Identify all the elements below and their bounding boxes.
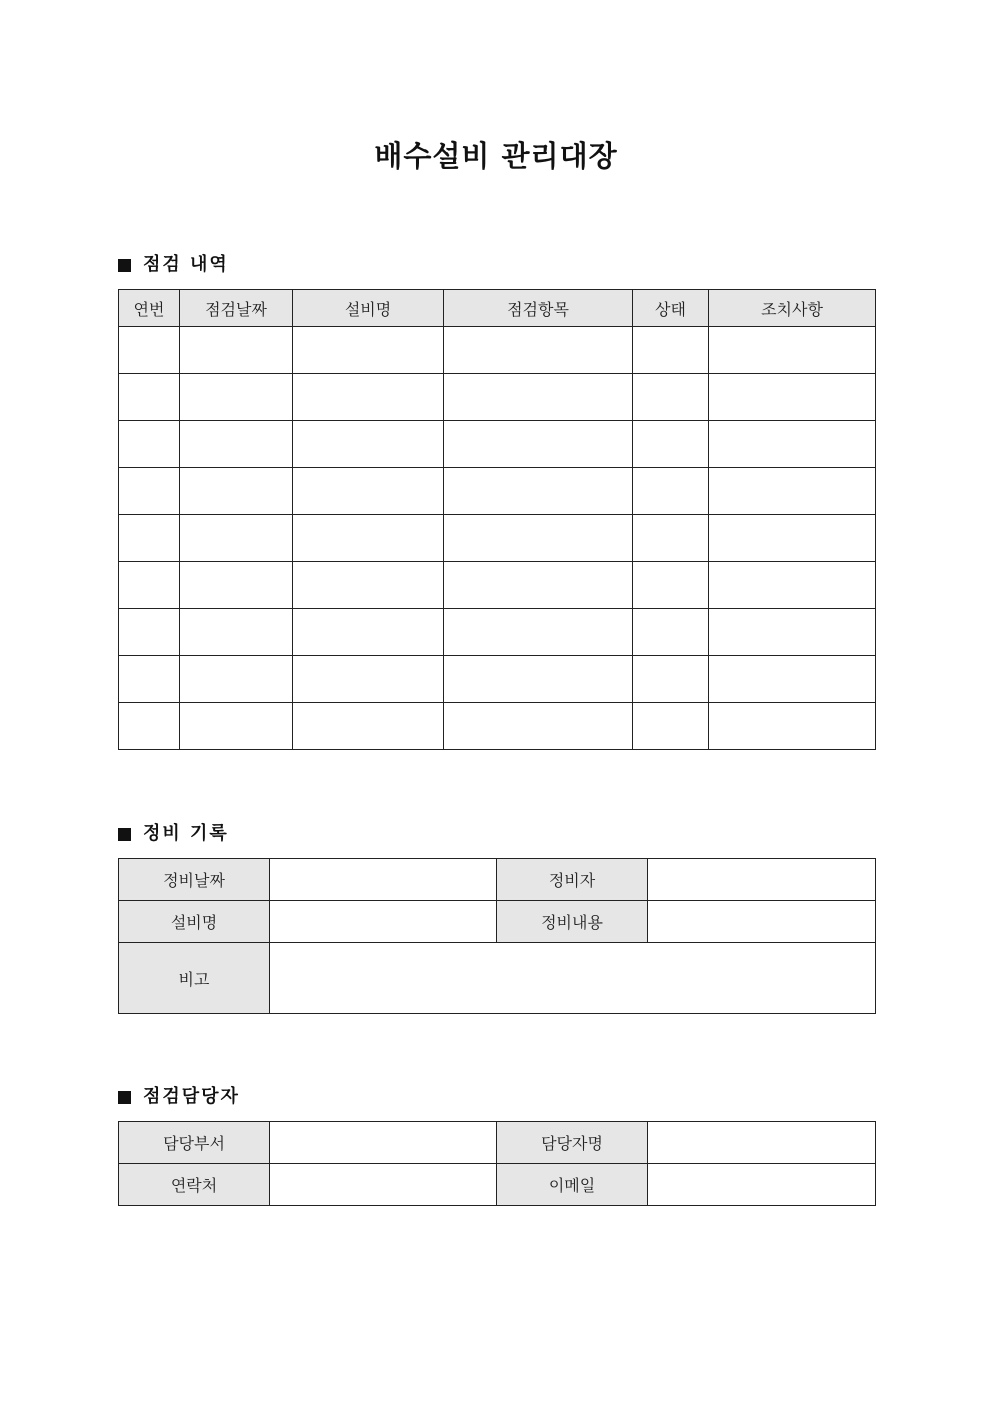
table-row — [119, 656, 876, 703]
table-row — [119, 703, 876, 750]
table-row — [119, 327, 876, 374]
inspection-cell-status[interactable] — [633, 327, 709, 374]
inspection-cell-no[interactable] — [119, 327, 180, 374]
maintenance-heading-text: 정비 기록 — [143, 823, 229, 844]
inspection-cell-status[interactable] — [633, 609, 709, 656]
inspection-cell-action[interactable] — [709, 327, 876, 374]
manager-name-label: 담당자명 — [497, 1122, 648, 1164]
inspection-cell-equipment[interactable] — [293, 609, 444, 656]
inspection-cell-no[interactable] — [119, 703, 180, 750]
black-square-icon — [118, 828, 131, 841]
inspection-cell-no[interactable] — [119, 562, 180, 609]
maintenance-remarks-row — [119, 943, 876, 1014]
manager-row — [119, 1164, 876, 1206]
inspection-cell-date[interactable] — [180, 515, 293, 562]
inspection-cell-item[interactable] — [444, 421, 633, 468]
inspection-cell-no[interactable] — [119, 468, 180, 515]
inspection-cell-no[interactable] — [119, 421, 180, 468]
table-row — [119, 562, 876, 609]
inspection-cell-item[interactable] — [444, 609, 633, 656]
table-row — [119, 374, 876, 421]
maintenance-content-label: 정비내용 — [497, 901, 648, 943]
inspection-heading-text: 점검 내역 — [143, 254, 229, 275]
maintenance-remarks-field[interactable] — [270, 943, 876, 1014]
maintenance-content-field[interactable] — [648, 901, 876, 943]
inspection-cell-action[interactable] — [709, 374, 876, 421]
table-row — [119, 515, 876, 562]
inspection-cell-action[interactable] — [709, 421, 876, 468]
inspection-section-heading — [118, 253, 229, 277]
manager-name-field[interactable] — [648, 1122, 876, 1164]
inspection-cell-status[interactable] — [633, 515, 709, 562]
inspection-cell-equipment[interactable] — [293, 562, 444, 609]
inspection-cell-action[interactable] — [709, 515, 876, 562]
inspection-cell-date[interactable] — [180, 374, 293, 421]
black-square-icon — [118, 259, 131, 272]
manager-row — [119, 1122, 876, 1164]
inspection-table — [118, 289, 876, 750]
inspection-cell-no[interactable] — [119, 374, 180, 421]
inspection-cell-action[interactable] — [709, 703, 876, 750]
inspection-cell-status[interactable] — [633, 656, 709, 703]
inspection-cell-date[interactable] — [180, 327, 293, 374]
inspection-cell-action[interactable] — [709, 562, 876, 609]
maintenance-technician-field[interactable] — [648, 859, 876, 901]
manager-heading-text: 점검담당자 — [143, 1086, 240, 1107]
maintenance-remarks-label: 비고 — [119, 943, 270, 1014]
maintenance-date-field[interactable] — [270, 859, 497, 901]
maintenance-row — [119, 859, 876, 901]
inspection-cell-equipment[interactable] — [293, 374, 444, 421]
contact-label: 연락처 — [119, 1164, 270, 1206]
inspection-cell-no[interactable] — [119, 609, 180, 656]
inspection-cell-status[interactable] — [633, 421, 709, 468]
column-header-action: 조치사항 — [709, 290, 876, 327]
inspection-cell-date[interactable] — [180, 562, 293, 609]
black-square-icon — [118, 1091, 131, 1104]
inspection-cell-date[interactable] — [180, 656, 293, 703]
inspection-cell-item[interactable] — [444, 515, 633, 562]
inspection-cell-equipment[interactable] — [293, 327, 444, 374]
maintenance-date-label: 정비날짜 — [119, 859, 270, 901]
inspection-cell-item[interactable] — [444, 562, 633, 609]
inspection-cell-no[interactable] — [119, 515, 180, 562]
maintenance-section-heading — [118, 822, 229, 846]
inspection-cell-item[interactable] — [444, 656, 633, 703]
inspection-cell-action[interactable] — [709, 468, 876, 515]
inspection-cell-item[interactable] — [444, 327, 633, 374]
inspection-cell-date[interactable] — [180, 703, 293, 750]
inspection-cell-status[interactable] — [633, 562, 709, 609]
inspection-cell-equipment[interactable] — [293, 421, 444, 468]
column-header-status: 상태 — [633, 290, 709, 327]
email-field[interactable] — [648, 1164, 876, 1206]
table-row — [119, 468, 876, 515]
inspection-cell-item[interactable] — [444, 703, 633, 750]
maintenance-table — [118, 858, 876, 1014]
inspection-cell-date[interactable] — [180, 468, 293, 515]
inspection-cell-item[interactable] — [444, 468, 633, 515]
inspection-cell-date[interactable] — [180, 421, 293, 468]
table-row — [119, 609, 876, 656]
inspection-cell-action[interactable] — [709, 609, 876, 656]
inspection-cell-equipment[interactable] — [293, 703, 444, 750]
inspection-cell-status[interactable] — [633, 703, 709, 750]
inspection-header-row — [119, 290, 876, 327]
maintenance-equipment-label: 설비명 — [119, 901, 270, 943]
column-header-item: 점검항목 — [444, 290, 633, 327]
inspection-cell-status[interactable] — [633, 468, 709, 515]
department-label: 담당부서 — [119, 1122, 270, 1164]
email-label: 이메일 — [497, 1164, 648, 1206]
inspection-cell-equipment[interactable] — [293, 515, 444, 562]
page-title: 배수설비 관리대장 — [374, 139, 618, 173]
inspection-cell-equipment[interactable] — [293, 468, 444, 515]
inspection-cell-date[interactable] — [180, 609, 293, 656]
column-header-no: 연번 — [119, 290, 180, 327]
inspection-cell-action[interactable] — [709, 656, 876, 703]
maintenance-row — [119, 901, 876, 943]
manager-section-heading — [118, 1085, 240, 1109]
inspection-cell-equipment[interactable] — [293, 656, 444, 703]
maintenance-equipment-field[interactable] — [270, 901, 497, 943]
inspection-cell-item[interactable] — [444, 374, 633, 421]
column-header-date: 점검날짜 — [180, 290, 293, 327]
inspection-cell-status[interactable] — [633, 374, 709, 421]
manager-table — [118, 1121, 876, 1206]
inspection-cell-no[interactable] — [119, 656, 180, 703]
contact-field[interactable] — [270, 1164, 497, 1206]
table-row — [119, 421, 876, 468]
department-field[interactable] — [270, 1122, 497, 1164]
maintenance-technician-label: 정비자 — [497, 859, 648, 901]
column-header-equipment: 설비명 — [293, 290, 444, 327]
